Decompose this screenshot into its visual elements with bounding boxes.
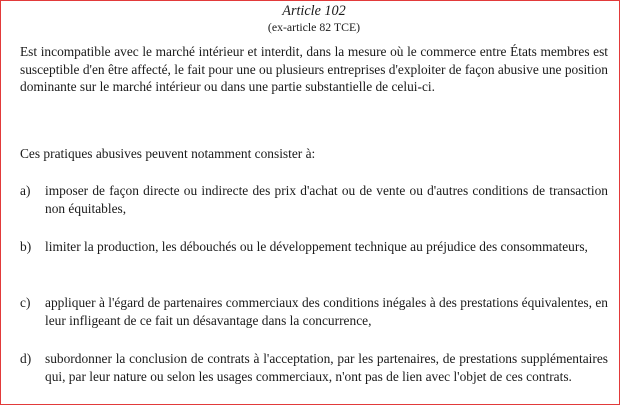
list-item-text: limiter la production, les débouchés ou le développement technique au préjudice des consommateurs,: [45, 239, 588, 254]
list-item-text: subordonner la conclusion de contrats à l'acceptation, par les partenaires, de prestations supplémentaires qui, par leur nature ou selon les usages commerciaux, n'ont pas de lien avec l'objet de ces contrats.: [45, 351, 608, 384]
list-item-letter: b): [20, 239, 32, 254]
list-item-text: imposer de façon directe ou indirecte des prix d'achat ou de vente ou d'autres conditions de transaction non équitables,: [45, 183, 608, 216]
article-title: Article 102: [282, 3, 346, 19]
list-item-letter: a): [20, 183, 31, 198]
article-paragraph-1: Est incompatible avec le marché intérieur et interdit, dans la mesure où le commerce entre États membres est susceptible d'en être affecté, le fait pour une ou plusieurs entreprises d'exploiter de façon abusive une position dominante sur le marché intérieur ou dans une partie substantielle de celui-ci.: [20, 44, 608, 94]
list-item-letter: c): [20, 295, 31, 310]
article-paragraph-2: Ces pratiques abusives peuvent notamment consister à:: [20, 146, 316, 161]
list-item-text: appliquer à l'égard de partenaires commerciaux des conditions inégales à des prestations équivalentes, en leur infligeant de ce fait un désavantage dans la concurrence,: [45, 295, 608, 328]
list-item-letter: d): [20, 351, 32, 366]
article-subtitle: (ex-article 82 TCE): [267, 20, 361, 34]
